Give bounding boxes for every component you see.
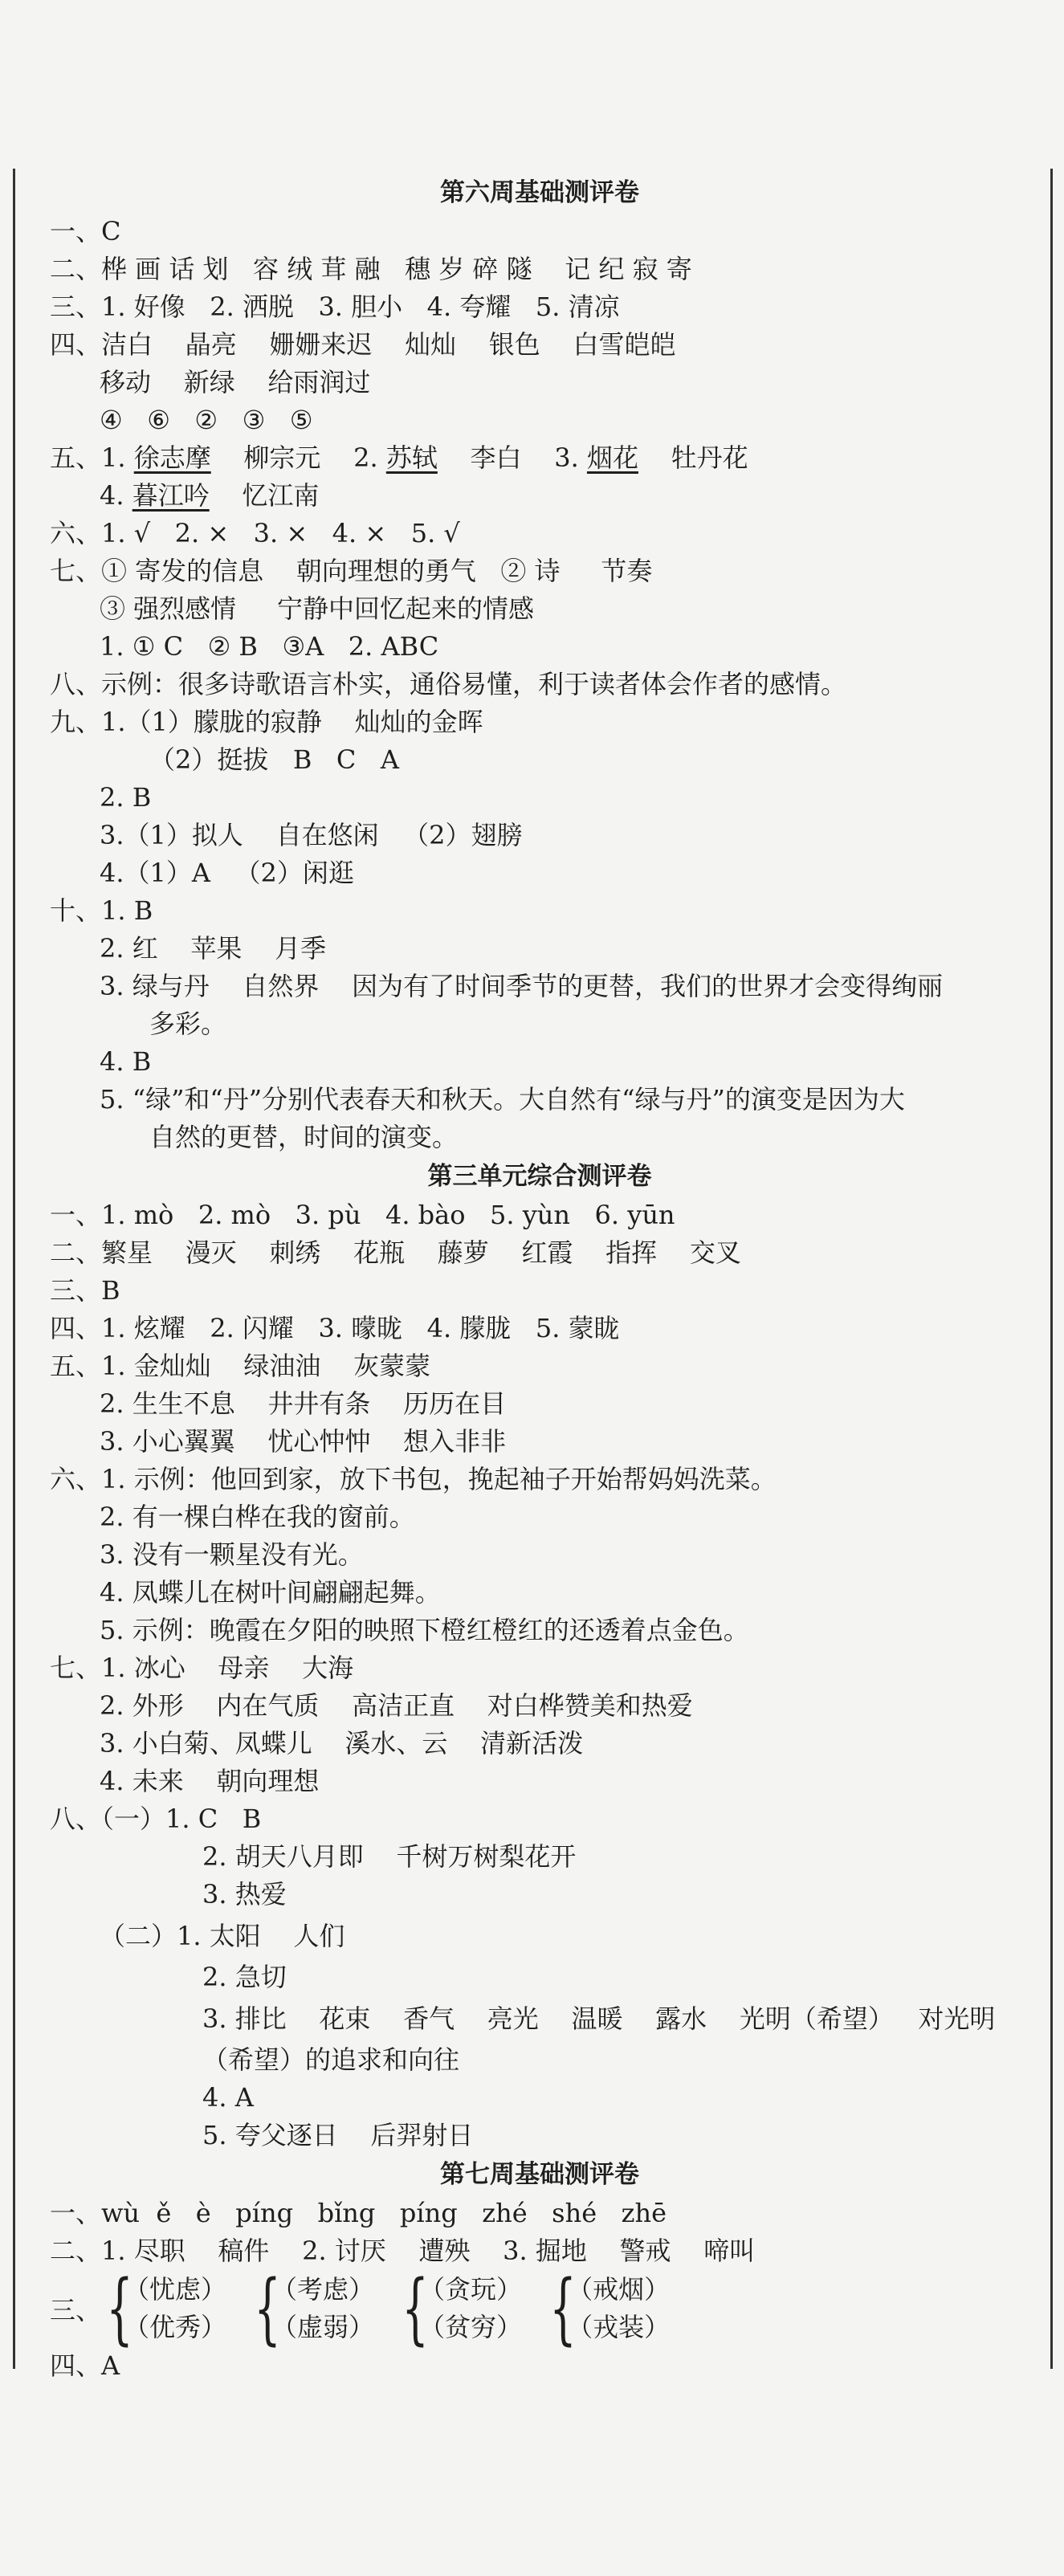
answer-line: 2. 有一棵白桦在我的窗前。 — [100, 1502, 415, 1532]
answer-line: 2. 胡天八月即 千树万树梨花开 — [202, 1841, 577, 1872]
answer-line: 一、C — [50, 216, 121, 247]
answer-line: 三、1. 好像 2. 洒脱 3. 胆小 4. 夸耀 5. 清凉 — [50, 291, 620, 322]
line-prefix: 4. — [100, 480, 132, 511]
answer-line: 2. 生生不息 井井有条 历历在目 — [100, 1388, 507, 1419]
answer-line: 5. 示例：晚霞在夕阳的映照下橙红橙红的还透着点金色。 — [100, 1615, 749, 1645]
answer-line: 自然的更替，时间的演变。 — [149, 1122, 459, 1152]
answer-text: 柳宗元 2. — [210, 442, 386, 473]
answer-line-underlined — [50, 477, 1029, 515]
question-label: 三、 — [50, 2295, 102, 2325]
answer-line: 六、1. √ 2. × 3. × 4. × 5. √ — [50, 518, 460, 548]
answer-text: 牡丹花 — [638, 442, 748, 473]
answer-line: 4. B — [100, 1046, 152, 1077]
answer-line: ③ 强烈感情 宁静中回忆起来的情感 — [100, 593, 535, 624]
answer-line: 2. B — [100, 782, 152, 813]
answer-line: 4. 凤蝶儿在树叶间翩翩起舞。 — [100, 1577, 441, 1608]
answer-line: 移动 新绿 给雨润过 — [100, 367, 371, 397]
answer-line: 3. 热爱 — [202, 1879, 287, 1910]
answer-line: 八、示例：很多诗歌语言朴实，通俗易懂，利于读者体会作者的感情。 — [50, 669, 847, 699]
right-border-rule — [1050, 169, 1053, 2369]
answer-page — [50, 173, 1029, 2385]
underlined-answer: 徐志摩 — [133, 442, 211, 473]
answer-text: 李白 3. — [437, 442, 587, 473]
brace-group — [249, 2264, 375, 2354]
brace-item: （贫穷） — [419, 2312, 523, 2342]
underlined-answer: 苏轼 — [385, 442, 438, 473]
answer-line: 4. A — [202, 2082, 254, 2113]
answer-line-braces — [50, 2264, 1029, 2354]
answer-line: 一、1. mò 2. mò 3. pù 4. bào 5. yùn 6. yūn — [50, 1200, 675, 1230]
answer-line: 1. ① C ② B ③A 2. ABC — [100, 631, 439, 662]
section-title-week6: 第六周基础测评卷 — [440, 178, 639, 207]
answer-line: 3. 排比 花束 香气 亮光 温暖 露水 光明（希望） 对光明 — [202, 2003, 996, 2034]
answer-line: 3. 小心翼翼 忧心忡忡 想入非非 — [100, 1426, 507, 1457]
left-brace-icon: { — [549, 2264, 577, 2354]
section-title-week7: 第七周基础测评卷 — [440, 2160, 639, 2189]
answer-line: 九、1.（1）朦胧的寂静 灿灿的金晖 — [50, 707, 483, 737]
answer-line: 六、1. 示例：他回到家，放下书包，挽起袖子开始帮妈妈洗菜。 — [50, 1464, 777, 1494]
answer-line: 5. 夸父逐日 后羿射日 — [202, 2120, 474, 2150]
brace-item: （贪玩） — [419, 2274, 523, 2305]
answer-line: 十、1. B — [50, 895, 153, 926]
answer-line: 四、A — [50, 2350, 120, 2381]
underlined-answer: 烟花 — [586, 442, 638, 473]
line-prefix: 五、1. — [50, 442, 134, 473]
answer-line: 3.（1）拟人 自在悠闲 （2）翅膀 — [100, 820, 523, 850]
brace-group — [544, 2264, 671, 2354]
answer-line: 多彩。 — [149, 1009, 227, 1039]
underlined-answer: 暮江吟 — [132, 480, 210, 511]
left-border-rule — [13, 169, 15, 2369]
answer-line: （希望）的追求和向往 — [202, 2044, 460, 2075]
answer-line: 二、1. 尽职 稿件 2. 讨厌 遭殃 3. 掘地 警戒 啼叫 — [50, 2236, 756, 2266]
brace-item: （戎装） — [567, 2312, 671, 2342]
answer-line: 四、洁白 晶亮 姗姗来迟 灿灿 银色 白雪皑皑 — [50, 329, 676, 360]
answer-line: 4. 未来 朝向理想 — [100, 1766, 320, 1796]
left-brace-icon: { — [106, 2264, 133, 2354]
brace-item: （戒烟） — [567, 2274, 671, 2305]
answer-line: 二、桦 画 话 划 容 绒 茸 融 穗 岁 碎 隧 记 纪 寂 寄 — [50, 254, 692, 284]
left-brace-icon: { — [254, 2264, 281, 2354]
answer-line: 3. 绿与丹 自然界 因为有了时间季节的更替，我们的世界才会变得绚丽 — [100, 971, 944, 1001]
answer-line: （2）挺拔 B C A — [149, 744, 400, 775]
answer-line: ④ ⑥ ② ③ ⑤ — [100, 405, 313, 435]
answer-line: 四、1. 炫耀 2. 闪耀 3. 曚昽 4. 朦胧 5. 蒙眬 — [50, 1313, 620, 1343]
brace-item: （忧虑） — [124, 2274, 227, 2305]
brace-group — [101, 2264, 227, 2354]
answer-line: 5. “绿”和“丹”分别代表春天和秋天。大自然有“绿与丹”的演变是因为大 — [100, 1084, 905, 1115]
answer-text: 忆江南 — [209, 480, 320, 511]
left-brace-icon: { — [402, 2264, 429, 2354]
answer-line: 一、wù ě è píng bǐng píng zhé shé zhē — [50, 2198, 667, 2228]
answer-line: 八、（一）1. C B — [50, 1804, 262, 1834]
answer-line: 2. 红 苹果 月季 — [100, 933, 327, 964]
answer-line-underlined — [50, 439, 1029, 477]
brace-item: （考虑） — [271, 2274, 375, 2305]
answer-line: （二）1. 太阳 人们 — [100, 1921, 345, 1951]
answer-line: 七、1. 冰心 母亲 大海 — [50, 1653, 354, 1683]
answer-line: 3. 没有一颗星没有光。 — [100, 1539, 364, 1570]
section-title-unit3: 第三单元综合测评卷 — [427, 1162, 652, 1191]
answer-line: 2. 外形 内在气质 高洁正直 对白桦赞美和热爱 — [100, 1690, 693, 1721]
brace-item: （优秀） — [124, 2312, 227, 2342]
answer-line: 2. 急切 — [202, 1962, 287, 1992]
answer-line: 三、B — [50, 1275, 120, 1306]
answer-line: 五、1. 金灿灿 绿油油 灰蒙蒙 — [50, 1351, 431, 1381]
brace-item: （虚弱） — [271, 2312, 375, 2342]
answer-line: 4.（1）A （2）闲逛 — [100, 858, 354, 888]
answer-line: 七、① 寄发的信息 朝向理想的勇气 ② 诗 节奏 — [50, 556, 653, 586]
answer-line: 二、繁星 漫灭 刺绣 花瓶 藤萝 红霞 指挥 交叉 — [50, 1237, 741, 1268]
brace-group — [397, 2264, 523, 2354]
answer-line: 3. 小白菊、凤蝶儿 溪水、云 清新活泼 — [100, 1728, 584, 1759]
